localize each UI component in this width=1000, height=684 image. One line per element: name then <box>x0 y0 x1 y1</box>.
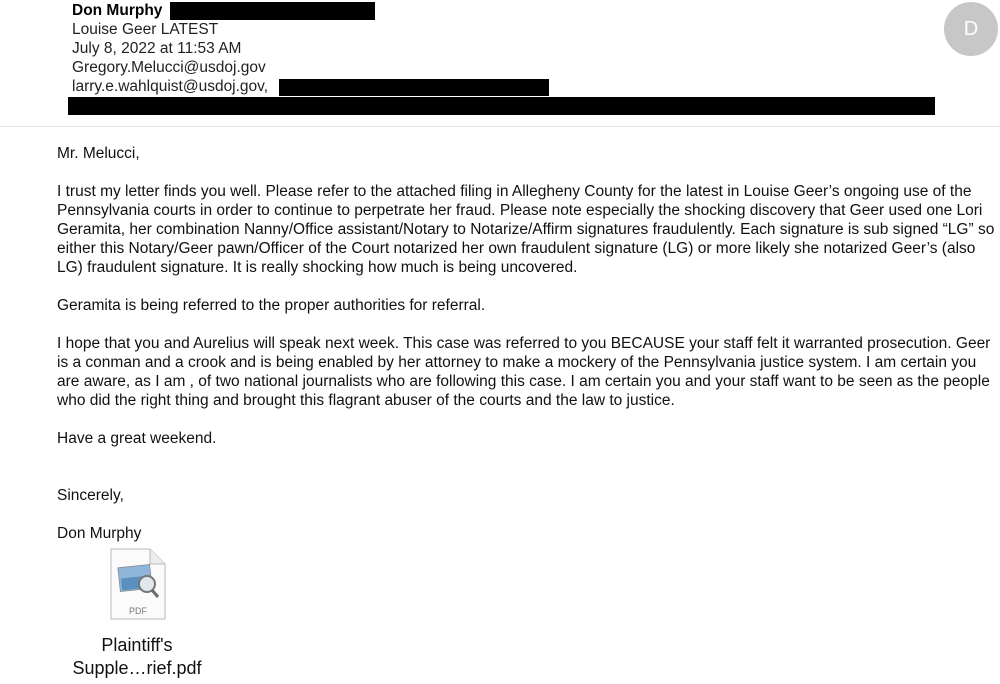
header-divider <box>0 126 1000 127</box>
body-paragraph: I hope that you and Aurelius will speak next week. This case was referred to you BECAUSE your staff felt it warranted prosecution. Geer is a conman and a crook and is being enabled by her attorney to make a mockery of the Pennsylvania justice system. I am certain you are aware, as I am , of two national journalists who are following this case. I am certain you and your staff want to be seen as the people who did the right thing and brought this flagrant abuser of the courts and the law to justice. <box>57 335 991 409</box>
attachment-name-line: Plaintiff's <box>101 635 173 655</box>
body-paragraph: I trust my letter finds you well. Please refer to the attached filing in Allegheny County for the latest in Louise Geer’s ongoing use of the Pennsylvania courts in order to continue to perpetrate her fraud. Please note especially the shocking discovery that Geer used one Lori Geramita, her combination Nanny/Office assistant/Notary to Notarize/Affirm signatures fraudulently. Each signature is sub signed “LG” so either this Notary/Geer pawn/Officer of the Court notarized her own fraudulent signature (LG) or more likely she notarized Geer’s (also LG) fraudulent signature. It is really shocking how much is being uncovered. <box>57 183 995 276</box>
sender-name[interactable]: Don Murphy <box>72 2 163 19</box>
redacted-bcc-recipients <box>68 97 935 115</box>
message-body <box>57 144 1000 543</box>
date-value: July 8, 2022 at 11:53 AM <box>72 40 242 57</box>
signature: Don Murphy <box>57 525 142 542</box>
redacted-sender-email <box>170 2 375 20</box>
body-paragraph: Geramita is being referred to the proper authorities for referral. <box>57 297 486 314</box>
pdf-file-icon <box>110 548 166 620</box>
email-header <box>0 0 1000 126</box>
sender-avatar: D <box>944 2 998 56</box>
attachment-filename[interactable] <box>62 634 212 680</box>
redacted-cc-recipient <box>279 79 549 96</box>
pdf-attachment[interactable] <box>62 548 212 684</box>
to-recipient[interactable]: Gregory.Melucci@usdoj.gov <box>72 59 266 76</box>
cc-recipient[interactable]: larry.e.wahlquist@usdoj.gov, <box>72 78 269 95</box>
subject-value: Louise Geer LATEST <box>72 21 219 38</box>
attachment-name-line: Supple…rief.pdf <box>72 658 202 678</box>
closing: Sincerely, <box>57 487 124 504</box>
pdf-type-label: PDF <box>129 606 147 616</box>
body-paragraph: Have a great weekend. <box>57 430 217 447</box>
greeting: Mr. Melucci, <box>57 145 140 162</box>
